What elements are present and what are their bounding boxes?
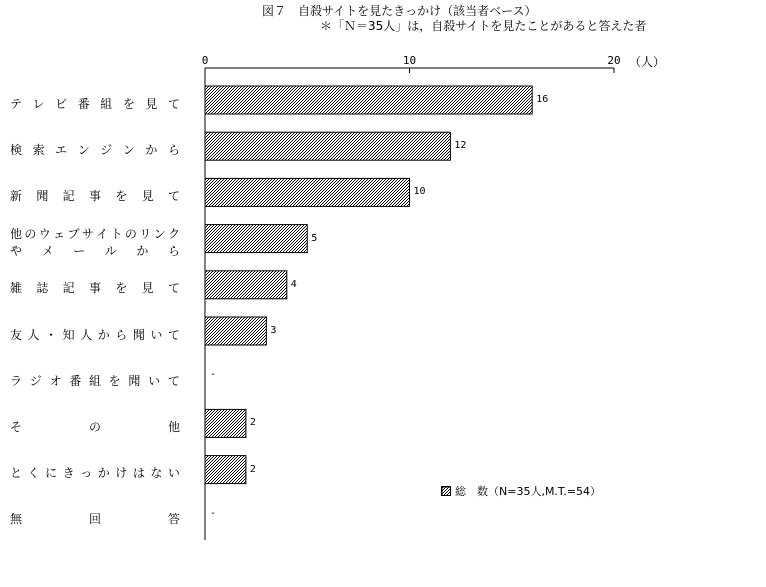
data-label: 4 (290, 278, 297, 290)
legend (441, 483, 601, 499)
data-label: - (210, 507, 217, 519)
category-label-line: そ の 他 (10, 420, 180, 434)
bar (205, 225, 307, 253)
category-label (10, 142, 180, 159)
category-label-line: と く に き っ か け は な い (10, 466, 180, 481)
x-tick-label: 10 (402, 54, 417, 67)
bar (205, 456, 246, 484)
data-label: 2 (249, 417, 256, 429)
bar (205, 317, 266, 345)
data-label: 5 (311, 232, 318, 244)
category-label-line: 他 の ウ ェ ブ サ イ ト の リ ン ク (10, 226, 180, 241)
category-label (10, 188, 180, 205)
category-label-line: 雑 誌 記 事 を 見 て (10, 281, 180, 296)
category-label-line: 友 人 ・ 知 人 か ら 聞 い て (10, 327, 180, 342)
category-label-line: 新 聞 記 事 を 見 て (10, 189, 180, 203)
category-label-line: ラ ジ オ 番 組 を 聞 い て (10, 373, 180, 388)
bar (205, 409, 246, 437)
x-tick-label: 20 (607, 54, 621, 67)
data-label: 16 (536, 94, 549, 105)
category-label (10, 419, 180, 436)
category-label-line: テ レ ビ 番 組 を 見 て (10, 96, 180, 111)
data-label: 3 (270, 325, 277, 336)
category-label (10, 511, 180, 528)
data-label: 12 (454, 140, 467, 152)
category-label-line: 無 回 答 (10, 512, 180, 527)
legend-label: 総 数（N=35人,M.T.=54） (455, 485, 602, 498)
x-tick-label: 0 (201, 54, 209, 67)
data-label: 10 (413, 186, 426, 198)
chart-title: 図７ 自殺サイトを見たきっかけ（該当者ベース） (262, 4, 537, 18)
axis-unit: （人） (629, 55, 666, 69)
bar (205, 132, 450, 160)
bar (205, 271, 287, 299)
category-label (10, 226, 180, 260)
bar (205, 178, 410, 206)
chart-subtitle: ＊「Ｎ＝35人」は，自殺サイトを見たことがあると答えた者 (320, 19, 647, 33)
data-label: 2 (249, 463, 256, 475)
bar (205, 86, 532, 114)
category-label-line: や メ ー ル か ら (10, 243, 180, 258)
category-label-line: 検 索 エ ン ジ ン か ら (10, 142, 180, 157)
category-label (10, 96, 180, 113)
category-label (10, 327, 180, 344)
category-label (10, 373, 180, 390)
category-label (10, 280, 180, 297)
legend-swatch (441, 486, 451, 496)
data-label: - (210, 369, 217, 381)
category-label (10, 465, 180, 482)
